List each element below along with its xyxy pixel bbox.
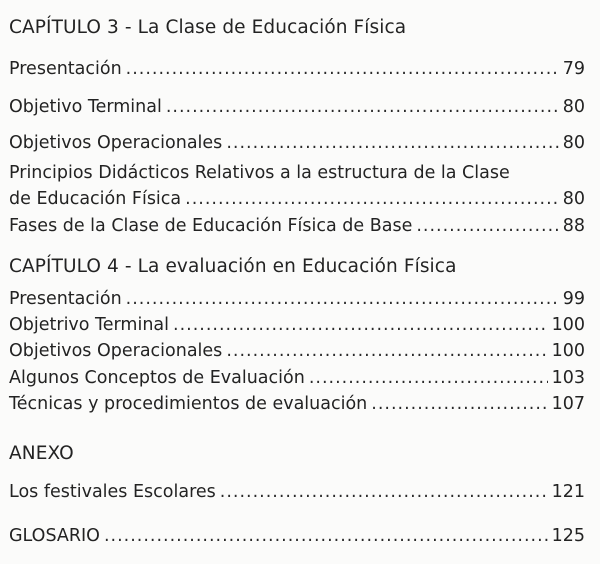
dot-leader: [185, 188, 559, 210]
dot-leader: [220, 481, 548, 503]
toc-entry: [9, 340, 585, 362]
toc-entry-title: Objetivos Operacionales: [9, 133, 223, 153]
toc-entry-page: 88: [562, 216, 585, 236]
toc-entry: [9, 188, 585, 210]
toc-entry-page: 99: [562, 289, 585, 309]
dot-leader: [226, 340, 547, 362]
toc-entry: [9, 215, 585, 237]
toc-entry-title: Presentación: [9, 289, 122, 309]
toc-entry-page: 79: [562, 59, 585, 79]
toc-entry-title: Objetrivo Terminal: [9, 315, 170, 335]
toc-entry-title: de Educación Física: [9, 189, 182, 209]
toc-entry-title: Técnicas y procedimientos de evaluación: [9, 394, 368, 414]
dot-leader: [226, 132, 558, 154]
dot-leader: [416, 215, 558, 237]
toc-entry-page: 80: [562, 97, 585, 117]
dot-leader: [126, 58, 559, 80]
toc-entry-page: 125: [551, 526, 585, 546]
dot-leader: [173, 314, 548, 336]
chapter-3-heading: CAPÍTULO 3 - La Clase de Educación Física: [9, 17, 407, 38]
toc-entry-page: 80: [562, 189, 585, 209]
toc-entry-title: Presentación: [9, 59, 122, 79]
toc-entry-title: Los festivales Escolares: [9, 482, 216, 502]
toc-entry-title: Fases de la Clase de Educación Física de Base: [9, 216, 413, 236]
toc-entry: [9, 393, 585, 415]
dot-leader: [166, 96, 559, 118]
toc-entry-title: Algunos Conceptos de Evaluación: [9, 368, 305, 388]
toc-entry-page: 100: [551, 315, 585, 335]
toc-entry: [9, 288, 585, 310]
toc-entry: [9, 96, 585, 118]
toc-entry-title: Objetivos Operacionales: [9, 341, 223, 361]
chapter-4-heading: CAPÍTULO 4 - La evaluación en Educación Física: [9, 256, 457, 277]
dot-leader: [309, 367, 548, 389]
toc-entry: [9, 367, 585, 389]
toc-entry-title-line1: Principios Didácticos Relativos a la estructura de la Clase: [9, 163, 510, 183]
toc-entry: [9, 132, 585, 154]
toc-entry-page: 103: [551, 368, 585, 388]
toc-entry-page: 100: [551, 341, 585, 361]
dot-leader: [371, 393, 547, 415]
toc-entry: [9, 525, 585, 547]
dot-leader: [104, 525, 548, 547]
toc-entry: [9, 481, 585, 503]
toc-entry: [9, 314, 585, 336]
toc-entry-title: Objetivo Terminal: [9, 97, 162, 117]
toc-entry-title: GLOSARIO: [9, 526, 100, 546]
toc-entry-page: 121: [551, 482, 585, 502]
toc-entry-page: 80: [562, 133, 585, 153]
annex-heading: ANEXO: [9, 443, 74, 464]
toc-entry: [9, 58, 585, 80]
toc-entry-page: 107: [551, 394, 585, 414]
dot-leader: [126, 288, 559, 310]
